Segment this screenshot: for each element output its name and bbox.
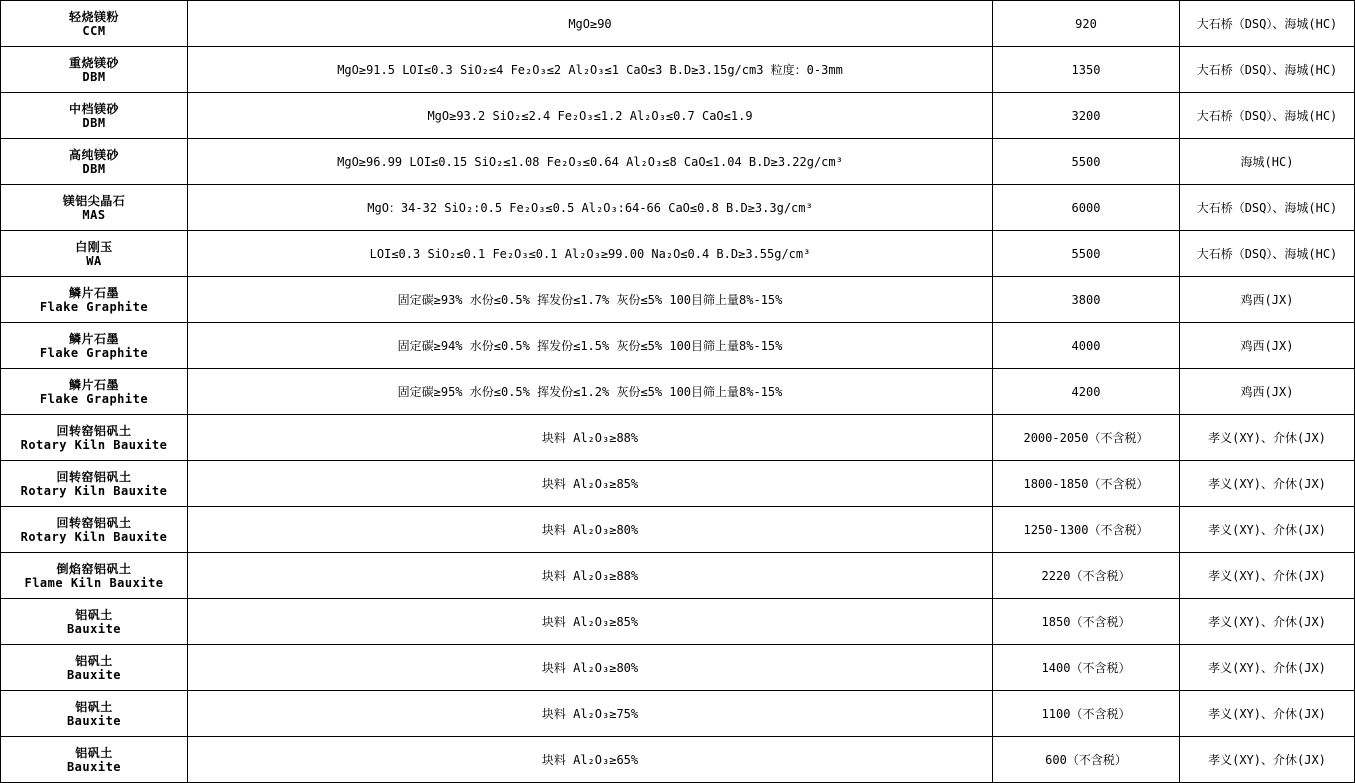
product-name-cell: [1, 553, 188, 599]
spec-cell: 固定碳≥94% 水份≤0.5% 挥发份≤1.5% 灰份≤5% 100目筛上量8%-15%: [188, 323, 993, 369]
product-name-en: Rotary Kiln Bauxite: [20, 529, 168, 544]
product-name-cn: 鳞片石墨: [68, 377, 119, 392]
price-cell: 1350: [993, 47, 1180, 93]
spec-cell: 块料 Al₂O₃≥80%: [188, 645, 993, 691]
spec-cell: MgO≥96.99 LOI≤0.15 SiO₂≤1.08 Fe₂O₃≤0.64 Al₂O₃≤8 CaO≤1.04 B.D≥3.22g/cm³: [188, 139, 993, 185]
price-cell: 4000: [993, 323, 1180, 369]
origin-cell: 孝义(XY)、介休(JX): [1180, 645, 1355, 691]
table-row: [1, 139, 1355, 185]
product-name-cn: 回转窑铝矾土: [56, 423, 132, 438]
product-name-cn: 重烧镁砂: [68, 55, 119, 70]
table-row: [1, 599, 1355, 645]
product-name-cell: [1, 139, 188, 185]
price-cell: 1850（不含税）: [993, 599, 1180, 645]
price-cell: 2220（不含税）: [993, 553, 1180, 599]
price-cell: 3800: [993, 277, 1180, 323]
price-cell: 1800-1850（不含税）: [993, 461, 1180, 507]
product-name-cn: 回转窑铝矾土: [56, 515, 132, 530]
spec-cell: 块料 Al₂O₃≥75%: [188, 691, 993, 737]
origin-cell: 孝义(XY)、介休(JX): [1180, 737, 1355, 783]
product-name-cn: 镁铝尖晶石: [62, 193, 126, 208]
product-name-cn: 铝矾土: [75, 607, 113, 622]
product-name-cell: [1, 369, 188, 415]
table-row: [1, 369, 1355, 415]
product-name-en: Bauxite: [66, 621, 122, 636]
spec-cell: 块料 Al₂O₃≥88%: [188, 553, 993, 599]
product-name-cn: 中档镁砂: [68, 101, 119, 116]
product-name-en: MAS: [82, 207, 106, 222]
product-name-cell: [1, 323, 188, 369]
table-row: [1, 645, 1355, 691]
spec-cell: MgO≥90: [188, 1, 993, 47]
product-name-cell: [1, 691, 188, 737]
product-name-en: Rotary Kiln Bauxite: [20, 483, 168, 498]
product-name-cn: 鳞片石墨: [68, 285, 119, 300]
product-name-en: CCM: [82, 23, 106, 38]
price-cell: 4200: [993, 369, 1180, 415]
origin-cell: 大石桥（DSQ）、海城(HC): [1180, 1, 1355, 47]
product-name-cn: 铝矾土: [75, 653, 113, 668]
spec-cell: 固定碳≥95% 水份≤0.5% 挥发份≤1.2% 灰份≤5% 100目筛上量8%-15%: [188, 369, 993, 415]
product-name-en: WA: [86, 253, 102, 268]
table-row: [1, 277, 1355, 323]
origin-cell: 孝义(XY)、介休(JX): [1180, 415, 1355, 461]
spec-cell: 块料 Al₂O₃≥85%: [188, 599, 993, 645]
origin-cell: 大石桥（DSQ）、海城(HC): [1180, 93, 1355, 139]
spec-cell: MgO：34-32 SiO₂:0.5 Fe₂O₃≤0.5 Al₂O₃:64-66 CaO≤0.8 B.D≥3.3g/cm³: [188, 185, 993, 231]
spec-cell: MgO≥93.2 SiO₂≤2.4 Fe₂O₃≤1.2 Al₂O₃≤0.7 CaO≤1.9: [188, 93, 993, 139]
product-name-en: DBM: [82, 69, 106, 84]
table-row: [1, 1, 1355, 47]
spec-cell: 块料 Al₂O₃≥65%: [188, 737, 993, 783]
origin-cell: 孝义(XY)、介休(JX): [1180, 553, 1355, 599]
price-cell: 5500: [993, 139, 1180, 185]
origin-cell: 孝义(XY)、介休(JX): [1180, 461, 1355, 507]
product-name-cell: [1, 1, 188, 47]
table-row: [1, 231, 1355, 277]
origin-cell: 鸡西(JX): [1180, 323, 1355, 369]
table-row: [1, 737, 1355, 783]
product-name-cell: [1, 231, 188, 277]
table-row: [1, 461, 1355, 507]
table-row: [1, 93, 1355, 139]
origin-cell: 鸡西(JX): [1180, 369, 1355, 415]
spec-cell: 固定碳≥93% 水份≤0.5% 挥发份≤1.7% 灰份≤5% 100目筛上量8%-15%: [188, 277, 993, 323]
table-row: [1, 553, 1355, 599]
table-row: [1, 185, 1355, 231]
table-row: [1, 507, 1355, 553]
product-name-cell: [1, 507, 188, 553]
table-row: [1, 47, 1355, 93]
product-name-en: Bauxite: [66, 713, 122, 728]
spec-cell: 块料 Al₂O₃≥85%: [188, 461, 993, 507]
table-row: [1, 691, 1355, 737]
origin-cell: 海城(HC): [1180, 139, 1355, 185]
product-name-cn: 倒焰窑铝矾土: [56, 561, 132, 576]
origin-cell: 孝义(XY)、介休(JX): [1180, 507, 1355, 553]
product-name-cn: 铝矾土: [75, 699, 113, 714]
origin-cell: 大石桥（DSQ）、海城(HC): [1180, 231, 1355, 277]
product-name-cell: [1, 185, 188, 231]
product-name-cn: 高纯镁砂: [68, 147, 119, 162]
product-name-en: Rotary Kiln Bauxite: [20, 437, 168, 452]
product-name-cn: 白刚玉: [75, 239, 113, 254]
product-name-cell: [1, 93, 188, 139]
product-name-cell: [1, 599, 188, 645]
product-name-cn: 回转窑铝矾土: [56, 469, 132, 484]
price-cell: 920: [993, 1, 1180, 47]
product-name-en: Flame Kiln Bauxite: [24, 575, 164, 590]
spec-cell: LOI≤0.3 SiO₂≤0.1 Fe₂O₃≤0.1 Al₂O₃≥99.00 Na₂O≤0.4 B.D≥3.55g/cm³: [188, 231, 993, 277]
origin-cell: 大石桥（DSQ）、海城(HC): [1180, 47, 1355, 93]
price-cell: 3200: [993, 93, 1180, 139]
price-cell: 1100（不含税）: [993, 691, 1180, 737]
table-row: [1, 323, 1355, 369]
price-cell: 2000-2050（不含税）: [993, 415, 1180, 461]
product-name-cn: 轻烧镁粉: [68, 9, 119, 24]
origin-cell: 鸡西(JX): [1180, 277, 1355, 323]
product-name-cell: [1, 737, 188, 783]
product-name-en: Bauxite: [66, 667, 122, 682]
origin-cell: 大石桥（DSQ）、海城(HC): [1180, 185, 1355, 231]
product-name-cell: [1, 415, 188, 461]
product-name-en: DBM: [82, 161, 106, 176]
price-cell: 600（不含税）: [993, 737, 1180, 783]
table-row: [1, 415, 1355, 461]
price-cell: 6000: [993, 185, 1180, 231]
product-name-cn: 铝矾土: [75, 745, 113, 760]
price-cell: 1400（不含税）: [993, 645, 1180, 691]
spec-cell: 块料 Al₂O₃≥80%: [188, 507, 993, 553]
product-name-cell: [1, 277, 188, 323]
price-cell: 5500: [993, 231, 1180, 277]
product-name-cell: [1, 645, 188, 691]
origin-cell: 孝义(XY)、介休(JX): [1180, 691, 1355, 737]
product-name-en: Bauxite: [66, 759, 122, 774]
product-name-en: Flake Graphite: [39, 299, 149, 314]
product-name-en: Flake Graphite: [39, 391, 149, 406]
price-cell: 1250-1300（不含税）: [993, 507, 1180, 553]
product-name-en: Flake Graphite: [39, 345, 149, 360]
product-name-cell: [1, 47, 188, 93]
origin-cell: 孝义(XY)、介休(JX): [1180, 599, 1355, 645]
product-name-cn: 鳞片石墨: [68, 331, 119, 346]
product-name-en: DBM: [82, 115, 106, 130]
spec-cell: 块料 Al₂O₃≥88%: [188, 415, 993, 461]
spec-cell: MgO≥91.5 LOI≤0.3 SiO₂≤4 Fe₂O₃≤2 Al₂O₃≤1 CaO≤3 B.D≥3.15g/cm3 粒度：0-3mm: [188, 47, 993, 93]
product-name-cell: [1, 461, 188, 507]
